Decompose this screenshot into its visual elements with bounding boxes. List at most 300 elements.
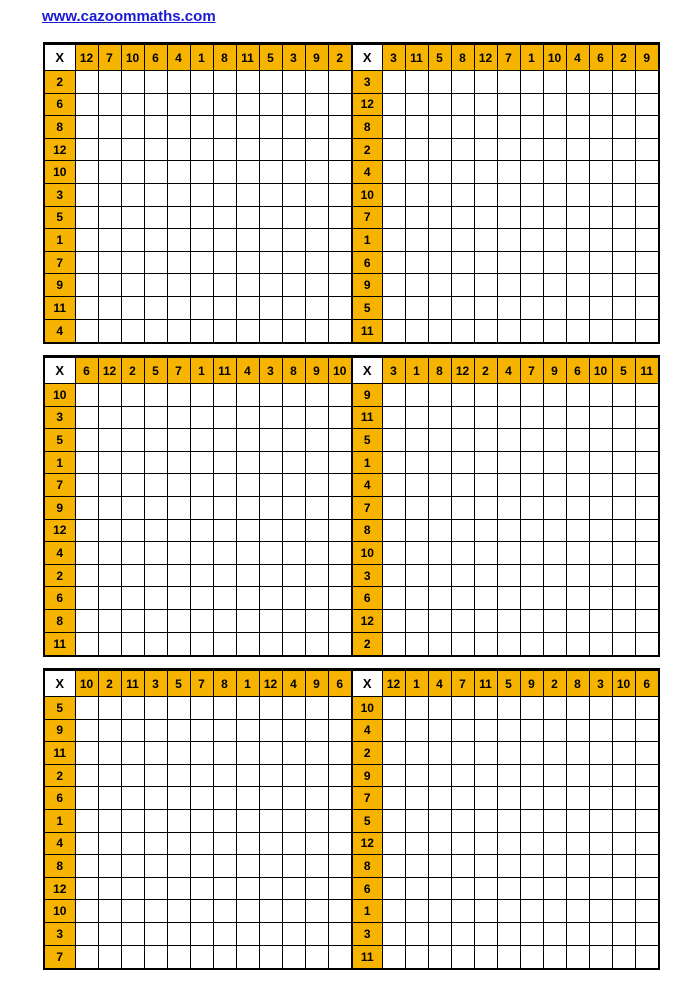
answer-cell[interactable] [213,900,236,923]
answer-cell[interactable] [543,719,566,742]
answer-cell[interactable] [236,787,259,810]
answer-cell[interactable] [144,93,167,116]
answer-cell[interactable] [428,296,451,319]
answer-cell[interactable] [612,519,635,542]
answer-cell[interactable] [497,697,520,720]
answer-cell[interactable] [635,832,658,855]
answer-cell[interactable] [328,764,351,787]
answer-cell[interactable] [75,274,98,297]
answer-cell[interactable] [98,945,121,968]
answer-cell[interactable] [144,832,167,855]
answer-cell[interactable] [98,742,121,765]
answer-cell[interactable] [144,945,167,968]
answer-cell[interactable] [566,945,589,968]
answer-cell[interactable] [213,71,236,94]
answer-cell[interactable] [282,877,305,900]
answer-cell[interactable] [497,296,520,319]
answer-cell[interactable] [121,251,144,274]
answer-cell[interactable] [121,609,144,632]
answer-cell[interactable] [405,877,428,900]
answer-cell[interactable] [635,451,658,474]
answer-cell[interactable] [566,855,589,878]
answer-cell[interactable] [75,161,98,184]
answer-cell[interactable] [589,296,612,319]
answer-cell[interactable] [589,697,612,720]
answer-cell[interactable] [236,474,259,497]
answer-cell[interactable] [589,922,612,945]
answer-cell[interactable] [428,609,451,632]
answer-cell[interactable] [428,474,451,497]
answer-cell[interactable] [474,229,497,252]
answer-cell[interactable] [98,764,121,787]
answer-cell[interactable] [328,787,351,810]
answer-cell[interactable] [543,406,566,429]
answer-cell[interactable] [428,809,451,832]
answer-cell[interactable] [589,632,612,655]
answer-cell[interactable] [497,161,520,184]
answer-cell[interactable] [589,183,612,206]
answer-cell[interactable] [520,116,543,139]
answer-cell[interactable] [497,764,520,787]
answer-cell[interactable] [474,161,497,184]
answer-cell[interactable] [589,877,612,900]
answer-cell[interactable] [405,587,428,610]
answer-cell[interactable] [497,138,520,161]
answer-cell[interactable] [167,832,190,855]
answer-cell[interactable] [405,609,428,632]
answer-cell[interactable] [497,900,520,923]
answer-cell[interactable] [167,406,190,429]
answer-cell[interactable] [382,922,405,945]
answer-cell[interactable] [282,474,305,497]
answer-cell[interactable] [474,93,497,116]
answer-cell[interactable] [75,564,98,587]
answer-cell[interactable] [543,429,566,452]
answer-cell[interactable] [451,206,474,229]
answer-cell[interactable] [259,900,282,923]
answer-cell[interactable] [405,632,428,655]
answer-cell[interactable] [589,406,612,429]
answer-cell[interactable] [566,632,589,655]
answer-cell[interactable] [589,384,612,407]
answer-cell[interactable] [259,764,282,787]
answer-cell[interactable] [213,609,236,632]
answer-cell[interactable] [282,564,305,587]
answer-cell[interactable] [121,161,144,184]
answer-cell[interactable] [213,406,236,429]
answer-cell[interactable] [612,116,635,139]
answer-cell[interactable] [213,251,236,274]
answer-cell[interactable] [328,429,351,452]
answer-cell[interactable] [328,296,351,319]
answer-cell[interactable] [213,474,236,497]
answer-cell[interactable] [543,877,566,900]
answer-cell[interactable] [190,922,213,945]
answer-cell[interactable] [566,451,589,474]
answer-cell[interactable] [236,406,259,429]
answer-cell[interactable] [405,183,428,206]
answer-cell[interactable] [520,632,543,655]
answer-cell[interactable] [144,138,167,161]
answer-cell[interactable] [167,542,190,565]
answer-cell[interactable] [405,787,428,810]
answer-cell[interactable] [190,319,213,342]
answer-cell[interactable] [451,138,474,161]
answer-cell[interactable] [282,697,305,720]
answer-cell[interactable] [98,496,121,519]
site-link[interactable]: www.cazoommaths.com [42,8,216,25]
answer-cell[interactable] [405,855,428,878]
answer-cell[interactable] [497,274,520,297]
answer-cell[interactable] [282,945,305,968]
answer-cell[interactable] [520,519,543,542]
answer-cell[interactable] [190,519,213,542]
answer-cell[interactable] [282,632,305,655]
answer-cell[interactable] [405,384,428,407]
answer-cell[interactable] [428,632,451,655]
answer-cell[interactable] [236,296,259,319]
answer-cell[interactable] [635,900,658,923]
answer-cell[interactable] [167,632,190,655]
answer-cell[interactable] [566,809,589,832]
answer-cell[interactable] [121,229,144,252]
answer-cell[interactable] [259,742,282,765]
answer-cell[interactable] [428,183,451,206]
answer-cell[interactable] [566,474,589,497]
answer-cell[interactable] [305,71,328,94]
answer-cell[interactable] [474,206,497,229]
answer-cell[interactable] [305,496,328,519]
answer-cell[interactable] [305,697,328,720]
answer-cell[interactable] [382,697,405,720]
answer-cell[interactable] [328,251,351,274]
answer-cell[interactable] [612,451,635,474]
answer-cell[interactable] [428,519,451,542]
answer-cell[interactable] [259,406,282,429]
answer-cell[interactable] [474,587,497,610]
answer-cell[interactable] [497,877,520,900]
answer-cell[interactable] [282,319,305,342]
answer-cell[interactable] [121,764,144,787]
answer-cell[interactable] [259,609,282,632]
answer-cell[interactable] [213,764,236,787]
answer-cell[interactable] [121,632,144,655]
answer-cell[interactable] [236,138,259,161]
answer-cell[interactable] [497,855,520,878]
answer-cell[interactable] [382,832,405,855]
answer-cell[interactable] [167,809,190,832]
answer-cell[interactable] [635,206,658,229]
answer-cell[interactable] [213,632,236,655]
answer-cell[interactable] [474,832,497,855]
answer-cell[interactable] [213,519,236,542]
answer-cell[interactable] [167,945,190,968]
answer-cell[interactable] [520,451,543,474]
answer-cell[interactable] [543,229,566,252]
answer-cell[interactable] [589,764,612,787]
answer-cell[interactable] [405,251,428,274]
answer-cell[interactable] [451,183,474,206]
answer-cell[interactable] [520,406,543,429]
answer-cell[interactable] [167,319,190,342]
answer-cell[interactable] [190,183,213,206]
answer-cell[interactable] [305,116,328,139]
answer-cell[interactable] [75,319,98,342]
answer-cell[interactable] [405,945,428,968]
answer-cell[interactable] [236,429,259,452]
answer-cell[interactable] [167,474,190,497]
answer-cell[interactable] [382,742,405,765]
answer-cell[interactable] [121,429,144,452]
answer-cell[interactable] [282,384,305,407]
answer-cell[interactable] [75,496,98,519]
answer-cell[interactable] [98,719,121,742]
answer-cell[interactable] [75,229,98,252]
answer-cell[interactable] [382,632,405,655]
answer-cell[interactable] [75,609,98,632]
answer-cell[interactable] [451,764,474,787]
answer-cell[interactable] [543,319,566,342]
answer-cell[interactable] [328,922,351,945]
answer-cell[interactable] [213,697,236,720]
answer-cell[interactable] [612,542,635,565]
answer-cell[interactable] [612,564,635,587]
answer-cell[interactable] [451,542,474,565]
answer-cell[interactable] [382,183,405,206]
answer-cell[interactable] [474,922,497,945]
answer-cell[interactable] [213,183,236,206]
answer-cell[interactable] [566,609,589,632]
answer-cell[interactable] [213,274,236,297]
answer-cell[interactable] [474,496,497,519]
answer-cell[interactable] [589,587,612,610]
answer-cell[interactable] [190,945,213,968]
answer-cell[interactable] [474,742,497,765]
answer-cell[interactable] [405,564,428,587]
answer-cell[interactable] [190,832,213,855]
answer-cell[interactable] [121,296,144,319]
answer-cell[interactable] [75,742,98,765]
answer-cell[interactable] [75,138,98,161]
answer-cell[interactable] [428,319,451,342]
answer-cell[interactable] [451,832,474,855]
answer-cell[interactable] [474,609,497,632]
answer-cell[interactable] [474,945,497,968]
answer-cell[interactable] [305,719,328,742]
answer-cell[interactable] [328,229,351,252]
answer-cell[interactable] [635,406,658,429]
answer-cell[interactable] [305,319,328,342]
answer-cell[interactable] [497,832,520,855]
answer-cell[interactable] [612,429,635,452]
answer-cell[interactable] [543,832,566,855]
answer-cell[interactable] [451,161,474,184]
answer-cell[interactable] [236,609,259,632]
answer-cell[interactable] [236,116,259,139]
answer-cell[interactable] [98,229,121,252]
answer-cell[interactable] [282,251,305,274]
answer-cell[interactable] [428,945,451,968]
answer-cell[interactable] [167,587,190,610]
answer-cell[interactable] [451,474,474,497]
answer-cell[interactable] [566,319,589,342]
answer-cell[interactable] [190,564,213,587]
answer-cell[interactable] [167,496,190,519]
answer-cell[interactable] [144,719,167,742]
answer-cell[interactable] [190,251,213,274]
answer-cell[interactable] [612,787,635,810]
answer-cell[interactable] [259,474,282,497]
answer-cell[interactable] [75,93,98,116]
answer-cell[interactable] [428,719,451,742]
answer-cell[interactable] [259,832,282,855]
answer-cell[interactable] [167,183,190,206]
answer-cell[interactable] [236,274,259,297]
answer-cell[interactable] [213,451,236,474]
answer-cell[interactable] [612,809,635,832]
answer-cell[interactable] [305,832,328,855]
answer-cell[interactable] [566,206,589,229]
answer-cell[interactable] [236,161,259,184]
answer-cell[interactable] [305,161,328,184]
answer-cell[interactable] [190,384,213,407]
answer-cell[interactable] [282,183,305,206]
answer-cell[interactable] [520,429,543,452]
answer-cell[interactable] [75,116,98,139]
answer-cell[interactable] [98,609,121,632]
answer-cell[interactable] [328,161,351,184]
answer-cell[interactable] [167,564,190,587]
answer-cell[interactable] [167,138,190,161]
answer-cell[interactable] [451,251,474,274]
answer-cell[interactable] [144,809,167,832]
answer-cell[interactable] [612,922,635,945]
answer-cell[interactable] [98,922,121,945]
answer-cell[interactable] [543,697,566,720]
answer-cell[interactable] [405,161,428,184]
answer-cell[interactable] [98,429,121,452]
answer-cell[interactable] [474,138,497,161]
answer-cell[interactable] [236,719,259,742]
answer-cell[interactable] [259,496,282,519]
answer-cell[interactable] [259,719,282,742]
answer-cell[interactable] [497,474,520,497]
answer-cell[interactable] [167,274,190,297]
answer-cell[interactable] [236,945,259,968]
answer-cell[interactable] [612,296,635,319]
answer-cell[interactable] [305,877,328,900]
answer-cell[interactable] [543,900,566,923]
answer-cell[interactable] [328,719,351,742]
answer-cell[interactable] [451,945,474,968]
answer-cell[interactable] [497,116,520,139]
answer-cell[interactable] [635,809,658,832]
answer-cell[interactable] [428,697,451,720]
answer-cell[interactable] [566,900,589,923]
answer-cell[interactable] [213,787,236,810]
answer-cell[interactable] [520,922,543,945]
answer-cell[interactable] [612,71,635,94]
answer-cell[interactable] [635,697,658,720]
answer-cell[interactable] [451,632,474,655]
answer-cell[interactable] [566,542,589,565]
answer-cell[interactable] [405,274,428,297]
answer-cell[interactable] [305,251,328,274]
answer-cell[interactable] [305,274,328,297]
answer-cell[interactable] [589,832,612,855]
answer-cell[interactable] [75,251,98,274]
answer-cell[interactable] [75,587,98,610]
answer-cell[interactable] [167,71,190,94]
answer-cell[interactable] [75,474,98,497]
answer-cell[interactable] [144,474,167,497]
answer-cell[interactable] [259,809,282,832]
answer-cell[interactable] [543,855,566,878]
answer-cell[interactable] [451,877,474,900]
answer-cell[interactable] [428,922,451,945]
answer-cell[interactable] [612,764,635,787]
answer-cell[interactable] [282,138,305,161]
answer-cell[interactable] [98,183,121,206]
answer-cell[interactable] [612,496,635,519]
answer-cell[interactable] [75,855,98,878]
answer-cell[interactable] [167,900,190,923]
answer-cell[interactable] [566,71,589,94]
answer-cell[interactable] [382,384,405,407]
answer-cell[interactable] [589,251,612,274]
answer-cell[interactable] [589,206,612,229]
answer-cell[interactable] [213,93,236,116]
answer-cell[interactable] [520,564,543,587]
answer-cell[interactable] [635,719,658,742]
answer-cell[interactable] [428,161,451,184]
answer-cell[interactable] [121,809,144,832]
answer-cell[interactable] [259,519,282,542]
answer-cell[interactable] [520,138,543,161]
answer-cell[interactable] [305,922,328,945]
answer-cell[interactable] [144,697,167,720]
answer-cell[interactable] [121,406,144,429]
answer-cell[interactable] [474,809,497,832]
answer-cell[interactable] [98,832,121,855]
answer-cell[interactable] [167,609,190,632]
answer-cell[interactable] [144,296,167,319]
answer-cell[interactable] [236,384,259,407]
answer-cell[interactable] [520,319,543,342]
answer-cell[interactable] [328,855,351,878]
answer-cell[interactable] [589,474,612,497]
answer-cell[interactable] [451,787,474,810]
answer-cell[interactable] [236,809,259,832]
answer-cell[interactable] [236,229,259,252]
answer-cell[interactable] [451,719,474,742]
answer-cell[interactable] [167,877,190,900]
answer-cell[interactable] [566,93,589,116]
answer-cell[interactable] [612,161,635,184]
answer-cell[interactable] [121,116,144,139]
answer-cell[interactable] [405,229,428,252]
answer-cell[interactable] [635,877,658,900]
answer-cell[interactable] [144,206,167,229]
answer-cell[interactable] [259,93,282,116]
answer-cell[interactable] [75,206,98,229]
answer-cell[interactable] [236,206,259,229]
answer-cell[interactable] [612,319,635,342]
answer-cell[interactable] [98,296,121,319]
answer-cell[interactable] [305,787,328,810]
answer-cell[interactable] [236,742,259,765]
answer-cell[interactable] [405,138,428,161]
